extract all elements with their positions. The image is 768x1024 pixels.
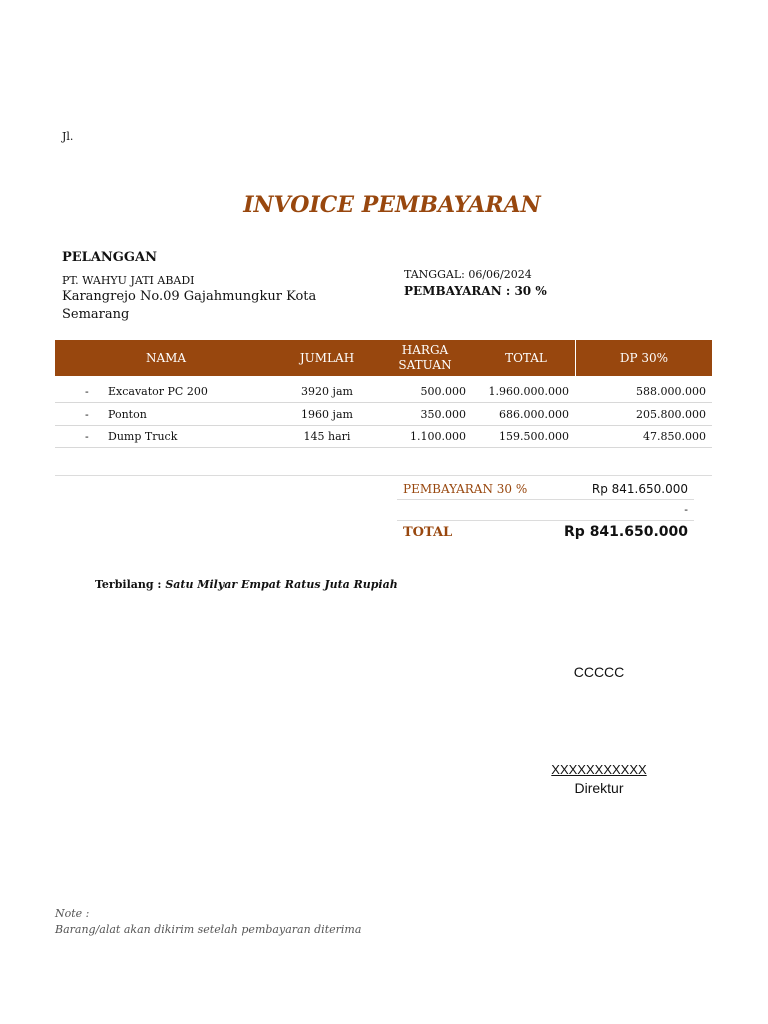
table-header xyxy=(55,340,712,376)
row-bullet: - xyxy=(85,408,89,421)
note-text: Barang/alat akan dikirim setelah pembayaran diterima xyxy=(55,923,362,936)
item-name: Excavator PC 200 xyxy=(108,385,208,398)
signature-company: CCCCC xyxy=(573,664,625,680)
column-header-dp: DP 30% xyxy=(619,350,669,365)
column-header-price-line2: SATUAN xyxy=(398,358,452,372)
column-header-qty: JUMLAH xyxy=(299,350,355,365)
customer-heading: PELANGGAN xyxy=(62,250,157,265)
total-label: TOTAL xyxy=(403,525,453,540)
summary-divider xyxy=(397,499,694,500)
row-bullet: - xyxy=(85,430,89,443)
table-row xyxy=(55,425,712,448)
summary-extra: - xyxy=(684,503,688,516)
item-qty: 1960 jam xyxy=(301,408,353,421)
total-value: Rp 841.650.000 xyxy=(564,524,688,540)
column-header-price-line1: HARGA xyxy=(401,343,449,357)
item-qty: 145 hari xyxy=(303,430,351,443)
amount-in-words xyxy=(95,578,398,591)
item-qty: 3920 jam xyxy=(301,385,353,398)
signature-role: Direktur xyxy=(574,780,624,796)
invoice-date: TANGGAL: 06/06/2024 xyxy=(404,268,532,281)
column-header-total: TOTAL xyxy=(505,350,547,365)
item-price: 500.000 xyxy=(420,385,466,398)
payment-percentage: PEMBAYARAN : 30 % xyxy=(404,284,547,298)
table-row xyxy=(55,380,712,403)
item-price: 1.100.000 xyxy=(410,430,466,443)
company-address: Jl. xyxy=(62,130,74,143)
item-name: Dump Truck xyxy=(108,430,178,443)
item-price: 350.000 xyxy=(420,408,466,421)
note-label: Note : xyxy=(55,907,90,920)
customer-address: Karangrejo No.09 Gajahmungkur Kota Semarang xyxy=(62,289,317,322)
item-total: 159.500.000 xyxy=(499,430,569,443)
summary-divider xyxy=(397,520,694,521)
amount-in-words-label: Terbilang : xyxy=(95,578,162,591)
item-dp: 588.000.000 xyxy=(636,385,706,398)
amount-in-words-value: Satu Milyar Empat Ratus Juta Rupiah xyxy=(165,578,398,591)
table-separator xyxy=(55,475,712,476)
item-total: 1.960.000.000 xyxy=(488,385,569,398)
summary-payment-label: PEMBAYARAN 30 % xyxy=(403,482,528,496)
column-header-price xyxy=(375,340,475,376)
row-bullet: - xyxy=(85,385,89,398)
customer-name: PT. WAHYU JATI ABADI xyxy=(62,274,195,287)
invoice-title: INVOICE PEMBAYARAN xyxy=(243,192,541,218)
item-dp: 205.800.000 xyxy=(636,408,706,421)
column-header-name: NAMA xyxy=(145,350,187,365)
item-dp: 47.850.000 xyxy=(643,430,706,443)
summary-payment-value: Rp 841.650.000 xyxy=(591,482,688,496)
item-total: 686.000.000 xyxy=(499,408,569,421)
signature-name: XXXXXXXXXXX xyxy=(551,762,647,777)
table-row xyxy=(55,403,712,426)
item-name: Ponton xyxy=(108,408,147,421)
